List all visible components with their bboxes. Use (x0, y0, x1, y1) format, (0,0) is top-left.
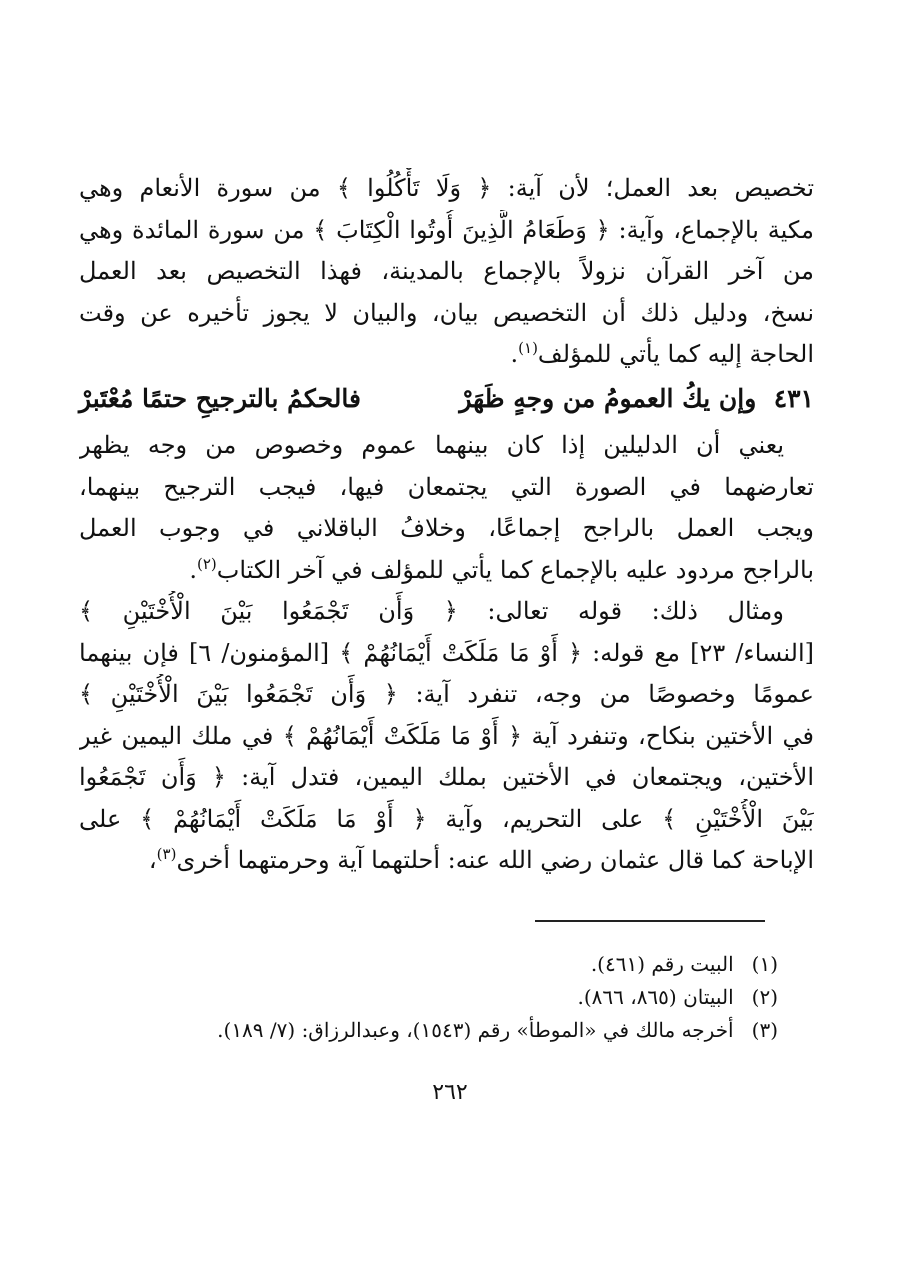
text-line (79, 334, 814, 376)
footnote (78, 981, 778, 1014)
footnote-ref-1: (١) (518, 339, 538, 357)
text-fragment: ، (148, 846, 157, 874)
text-fragment: بالراجح مردود عليه بالإجماع كما يأتي للمؤلف في آخر الكتاب (216, 555, 814, 584)
verse-second-hemistich: فالحكمُ بالترجيحِ حتمًا مُعْتَبرْ (79, 383, 361, 413)
footnote-ref-2: (٢) (196, 554, 217, 573)
footnote-text: البيتان (٨٦٥، ٨٦٦). (577, 985, 734, 1009)
text-line: تعارضهما في الصورة التي يجتمعان فيها، فيجب الترجيح بينهما، (79, 472, 814, 501)
text-line: تخصيص بعد العمل؛ لأن آية: ﴿ وَلَا تَأْكُلُوا ﴾ من سورة الأنعام وهي (79, 174, 814, 202)
verse-first-hemistich-text: وإن يكُ العمومُ من وجهٍ ظَهَرْ (459, 383, 757, 413)
text-line (79, 840, 814, 882)
footnote-number: (٣) (751, 1018, 778, 1042)
text-line: ومثال ذلك: قوله تعالى: ﴿ وَأَن تَجْمَعُوا بَيْنَ الْأُخْتَيْنِ ﴾ (79, 597, 784, 625)
text-line: بَيْنَ الْأُخْتَيْنِ ﴾ على التحريم، وآية ﴿ أَوْ مَا مَلَكَتْ أَيْمَانُهُمْ ﴾ على (79, 804, 814, 833)
main-text (79, 168, 814, 882)
text-line: الأختين، ويجتمعان في الأختين بملك اليمين، فتدل آية: ﴿ وَأَن تَجْمَعُوا (79, 763, 814, 791)
footnote-ref-3: (٣) (156, 845, 177, 863)
footnote-text: البيت رقم (٤٦١). (590, 952, 734, 976)
footnote-text: أخرجه مالك في «الموطأ» رقم (١٥٤٣)، وعبدالرزاق: (٧/ ١٨٩). (217, 1018, 734, 1042)
text-fragment: الحاجة إليه كما يأتي للمؤلف (537, 340, 814, 368)
text-line: ويجب العمل بالراجح إجماعًا، وخلافُ الباقلاني في وجوب العمل (79, 514, 814, 542)
footnote-number: (٢) (751, 985, 778, 1009)
footnote (78, 1014, 778, 1047)
verse-first-hemistich (459, 378, 814, 420)
text-fragment: . (189, 555, 197, 584)
text-line: عمومًا وخصوصًا من وجه، تنفرد آية: ﴿ وَأَن تَجْمَعُوا بَيْنَ الْأُخْتَيْنِ ﴾ (79, 680, 814, 708)
text-fragment: الإباحة كما قال عثمان رضي الله عنه: أحلتهما آية وحرمتهما أخرى (176, 846, 814, 874)
footnote-number: (١) (751, 952, 778, 976)
verse-number: ٤٣١ (773, 383, 814, 413)
text-fragment: . (510, 340, 519, 368)
text-line: يعني أن الدليلين إذا كان بينهما عموم وخصوص من وجه يظهر (79, 431, 784, 459)
text-line: في الأختين بنكاح، وتنفرد آية ﴿ أَوْ مَا مَلَكَتْ أَيْمَانُهُمْ ﴾ في ملك اليمين غير (79, 721, 814, 750)
text-line: مكية بالإجماع، وآية: ﴿ وَطَعَامُ الَّذِينَ أُوتُوا الْكِتَابَ ﴾ من سورة المائدة وهي (79, 215, 814, 244)
text-line: [النساء/ ٢٣] مع قوله: ﴿ أَوْ مَا مَلَكَتْ أَيْمَانُهُمْ ﴾ [المؤمنون/ ٦] فإن بينهما (79, 638, 814, 667)
text-line (79, 550, 814, 592)
footnote (78, 948, 778, 981)
footnotes (78, 948, 778, 1047)
verse-line (79, 378, 814, 420)
page-number: ٢٦٢ (432, 1080, 468, 1105)
text-line: نسخ، ودليل ذلك أن التخصيص بيان، والبيان لا يجوز تأخيره عن وقت (79, 298, 814, 327)
footnote-divider (535, 920, 765, 922)
text-line: من آخر القرآن نزولاً بالإجماع بالمدينة، فهذا التخصيص بعد العمل (79, 257, 814, 285)
